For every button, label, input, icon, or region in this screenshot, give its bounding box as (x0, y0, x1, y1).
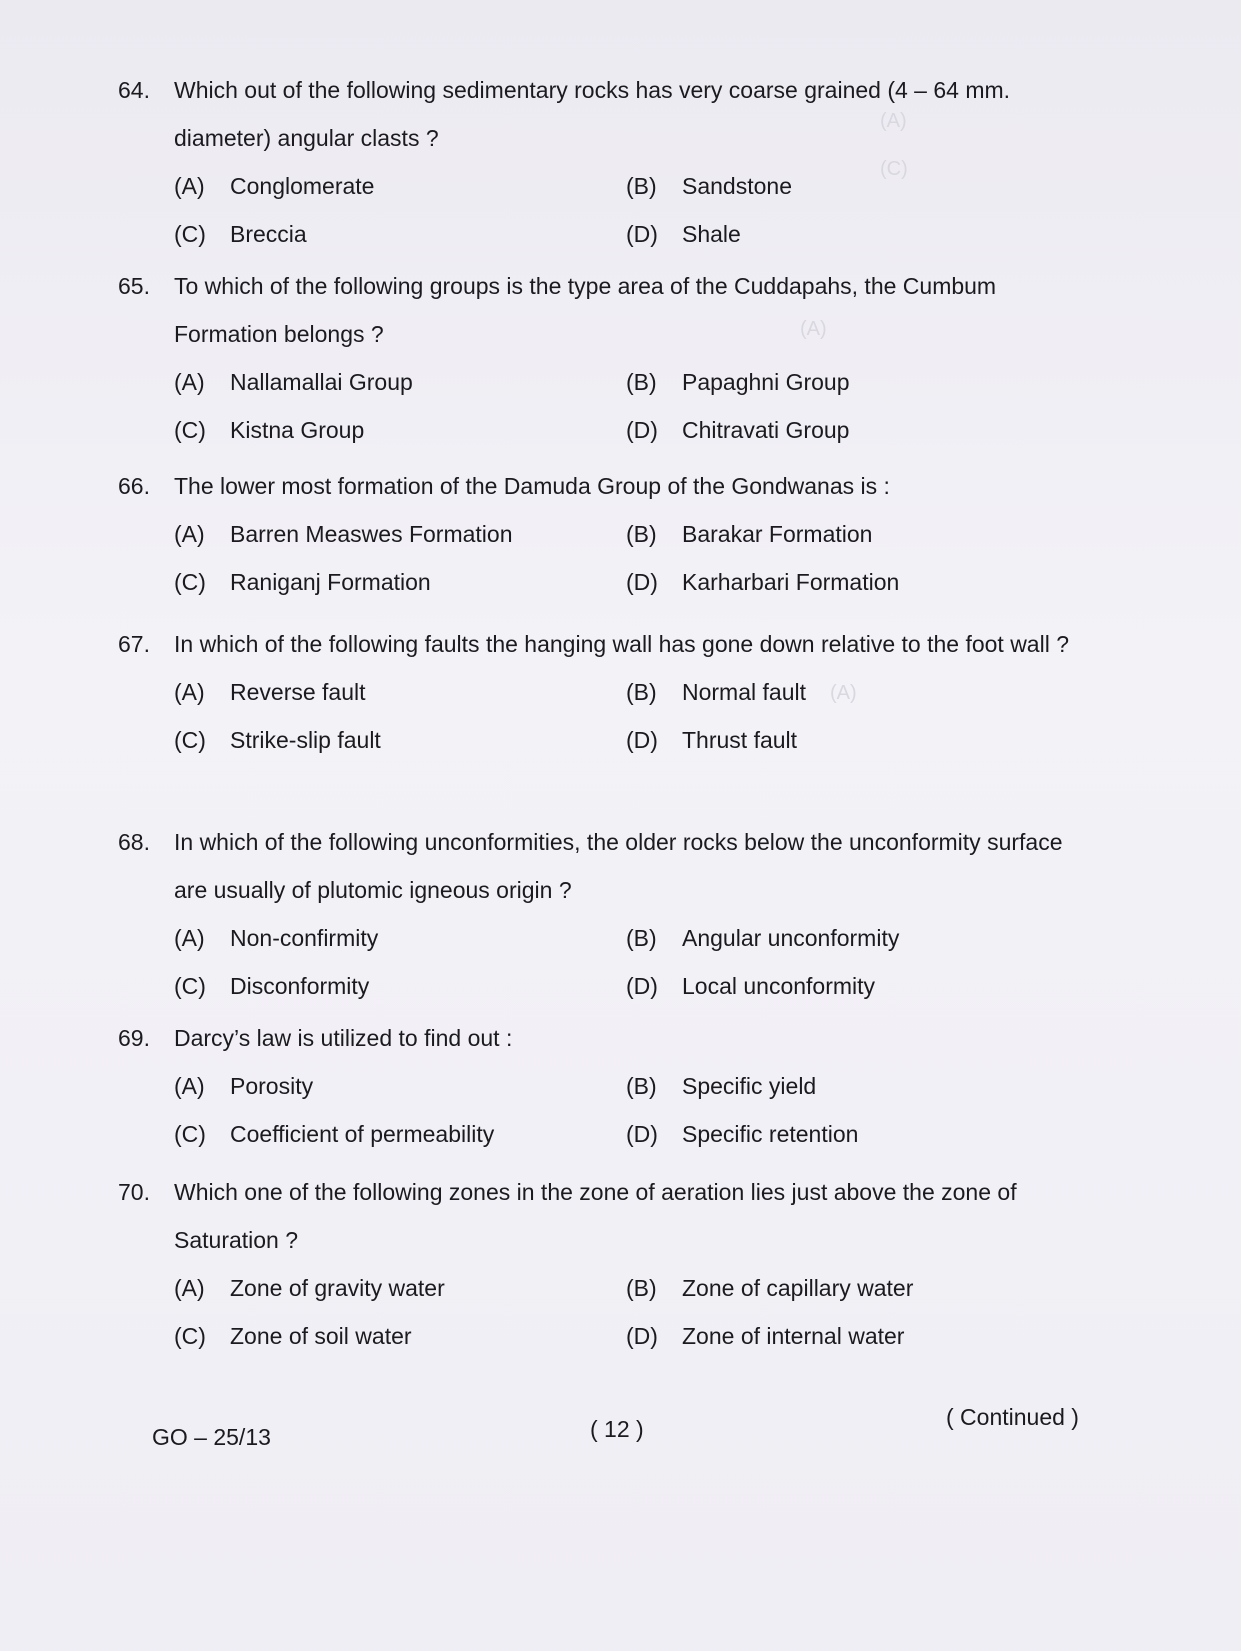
option-b (626, 668, 1078, 716)
option-letter: (B) (626, 521, 657, 547)
option-text: Nallamallai Group (230, 369, 413, 395)
question-70 (118, 1168, 1078, 1360)
option-letter: (B) (626, 1275, 657, 1301)
booklet-code: GO – 25/13 (152, 1424, 271, 1450)
option-letter: (A) (174, 369, 205, 395)
option-b (626, 914, 1078, 962)
question-65 (118, 262, 1078, 454)
question-66 (118, 462, 1078, 606)
show-through-mark: (A) (830, 682, 857, 704)
option-letter: (D) (626, 569, 658, 595)
option-a (174, 1062, 626, 1110)
option-b (626, 358, 1078, 406)
option-b (626, 162, 1078, 210)
option-d (626, 210, 1078, 258)
option-c (174, 1110, 626, 1158)
option-letter: (C) (174, 417, 206, 443)
option-letter: (C) (174, 727, 206, 753)
option-d (626, 716, 1078, 764)
option-a (174, 358, 626, 406)
option-text: Coefficient of permeability (230, 1121, 495, 1147)
option-a (174, 510, 626, 558)
question-number: 69. (118, 1025, 150, 1051)
question-text: To which of the following groups is the type area of the Cuddapahs, the Cumbum Formation belongs ? (174, 273, 997, 347)
option-letter: (B) (626, 173, 657, 199)
question-number: 68. (118, 829, 150, 855)
option-letter: (A) (174, 679, 205, 705)
option-text: Porosity (230, 1073, 314, 1099)
option-a (174, 668, 626, 716)
option-text: Reverse fault (230, 679, 366, 705)
option-letter: (B) (626, 679, 657, 705)
option-letter: (C) (174, 569, 206, 595)
option-letter: (D) (626, 221, 658, 247)
show-through-mark: (C) (880, 158, 908, 180)
option-d (626, 1110, 1078, 1158)
option-d (626, 406, 1078, 454)
option-c (174, 1312, 626, 1360)
option-text: Sandstone (682, 173, 792, 199)
option-text: Zone of internal water (682, 1323, 905, 1349)
show-through-mark: (A) (880, 110, 907, 132)
option-letter: (C) (174, 221, 206, 247)
option-b (626, 1062, 1078, 1110)
question-number: 65. (118, 273, 150, 299)
option-text: Barakar Formation (682, 521, 873, 547)
options (174, 358, 1078, 454)
option-letter: (A) (174, 521, 205, 547)
option-c (174, 558, 626, 606)
option-text: Papaghni Group (682, 369, 850, 395)
question-number: 66. (118, 473, 150, 499)
option-c (174, 210, 626, 258)
question-number: 64. (118, 77, 150, 103)
option-c (174, 406, 626, 454)
continued-label: ( Continued ) (946, 1404, 1079, 1430)
question-text: Which one of the following zones in the zone of aeration lies just above the zone of Saturation ? (174, 1179, 1017, 1253)
option-letter: (D) (626, 417, 658, 443)
option-d (626, 962, 1078, 1010)
option-text: Strike-slip fault (230, 727, 381, 753)
options (174, 914, 1078, 1010)
page-number: ( 12 ) (590, 1416, 644, 1442)
option-letter: (A) (174, 1073, 205, 1099)
show-through-mark: (A) (800, 318, 827, 340)
option-text: Barren Measwes Formation (230, 521, 513, 547)
question-67 (118, 620, 1078, 764)
question-68 (118, 818, 1078, 1010)
question-text: In which of the following unconformities, the older rocks below the unconformity surface are usually of plutomic igneous origin ? (174, 829, 1063, 903)
option-text: Zone of soil water (230, 1323, 412, 1349)
option-letter: (B) (626, 369, 657, 395)
option-text: Breccia (230, 221, 307, 247)
option-a (174, 162, 626, 210)
option-text: Conglomerate (230, 173, 375, 199)
option-a (174, 1264, 626, 1312)
options (174, 162, 1078, 258)
option-text: Karharbari Formation (682, 569, 900, 595)
option-text: Non-confirmity (230, 925, 379, 951)
option-a (174, 914, 626, 962)
option-text: Zone of gravity water (230, 1275, 445, 1301)
option-letter: (C) (174, 973, 206, 999)
option-letter: (A) (174, 173, 205, 199)
option-text: Thrust fault (682, 727, 798, 753)
question-text: In which of the following faults the hanging wall has gone down relative to the foot wall ? (174, 631, 1070, 657)
option-text: Raniganj Formation (230, 569, 431, 595)
option-c (174, 716, 626, 764)
option-letter: (D) (626, 1121, 658, 1147)
option-letter: (A) (174, 1275, 205, 1301)
option-text: Chitravati Group (682, 417, 850, 443)
option-letter: (B) (626, 1073, 657, 1099)
options (174, 1264, 1078, 1360)
option-text: Angular unconformity (682, 925, 900, 951)
option-text: Zone of capillary water (682, 1275, 914, 1301)
options (174, 1062, 1078, 1158)
option-letter: (C) (174, 1121, 206, 1147)
option-d (626, 558, 1078, 606)
option-letter: (B) (626, 925, 657, 951)
option-d (626, 1312, 1078, 1360)
option-text: Specific retention (682, 1121, 859, 1147)
option-letter: (D) (626, 727, 658, 753)
option-text: Disconformity (230, 973, 370, 999)
option-letter: (D) (626, 1323, 658, 1349)
question-text: The lower most formation of the Damuda Group of the Gondwanas is : (174, 473, 890, 499)
option-text: Kistna Group (230, 417, 365, 443)
option-b (626, 1264, 1078, 1312)
question-69 (118, 1014, 1078, 1158)
option-text: Normal fault (682, 679, 806, 705)
option-text: Specific yield (682, 1073, 817, 1099)
question-text: Which out of the following sedimentary rocks has very coarse grained (4 – 64 mm. diameter) angular clasts ? (174, 77, 1011, 151)
question-64 (118, 66, 1078, 258)
question-text: Darcy’s law is utilized to find out : (174, 1025, 513, 1051)
option-text: Shale (682, 221, 741, 247)
question-number: 70. (118, 1179, 150, 1205)
option-b (626, 510, 1078, 558)
options (174, 668, 1078, 764)
option-letter: (D) (626, 973, 658, 999)
option-text: Local unconformity (682, 973, 876, 999)
option-letter: (C) (174, 1323, 206, 1349)
options (174, 510, 1078, 606)
option-c (174, 962, 626, 1010)
question-number: 67. (118, 631, 150, 657)
option-letter: (A) (174, 925, 205, 951)
